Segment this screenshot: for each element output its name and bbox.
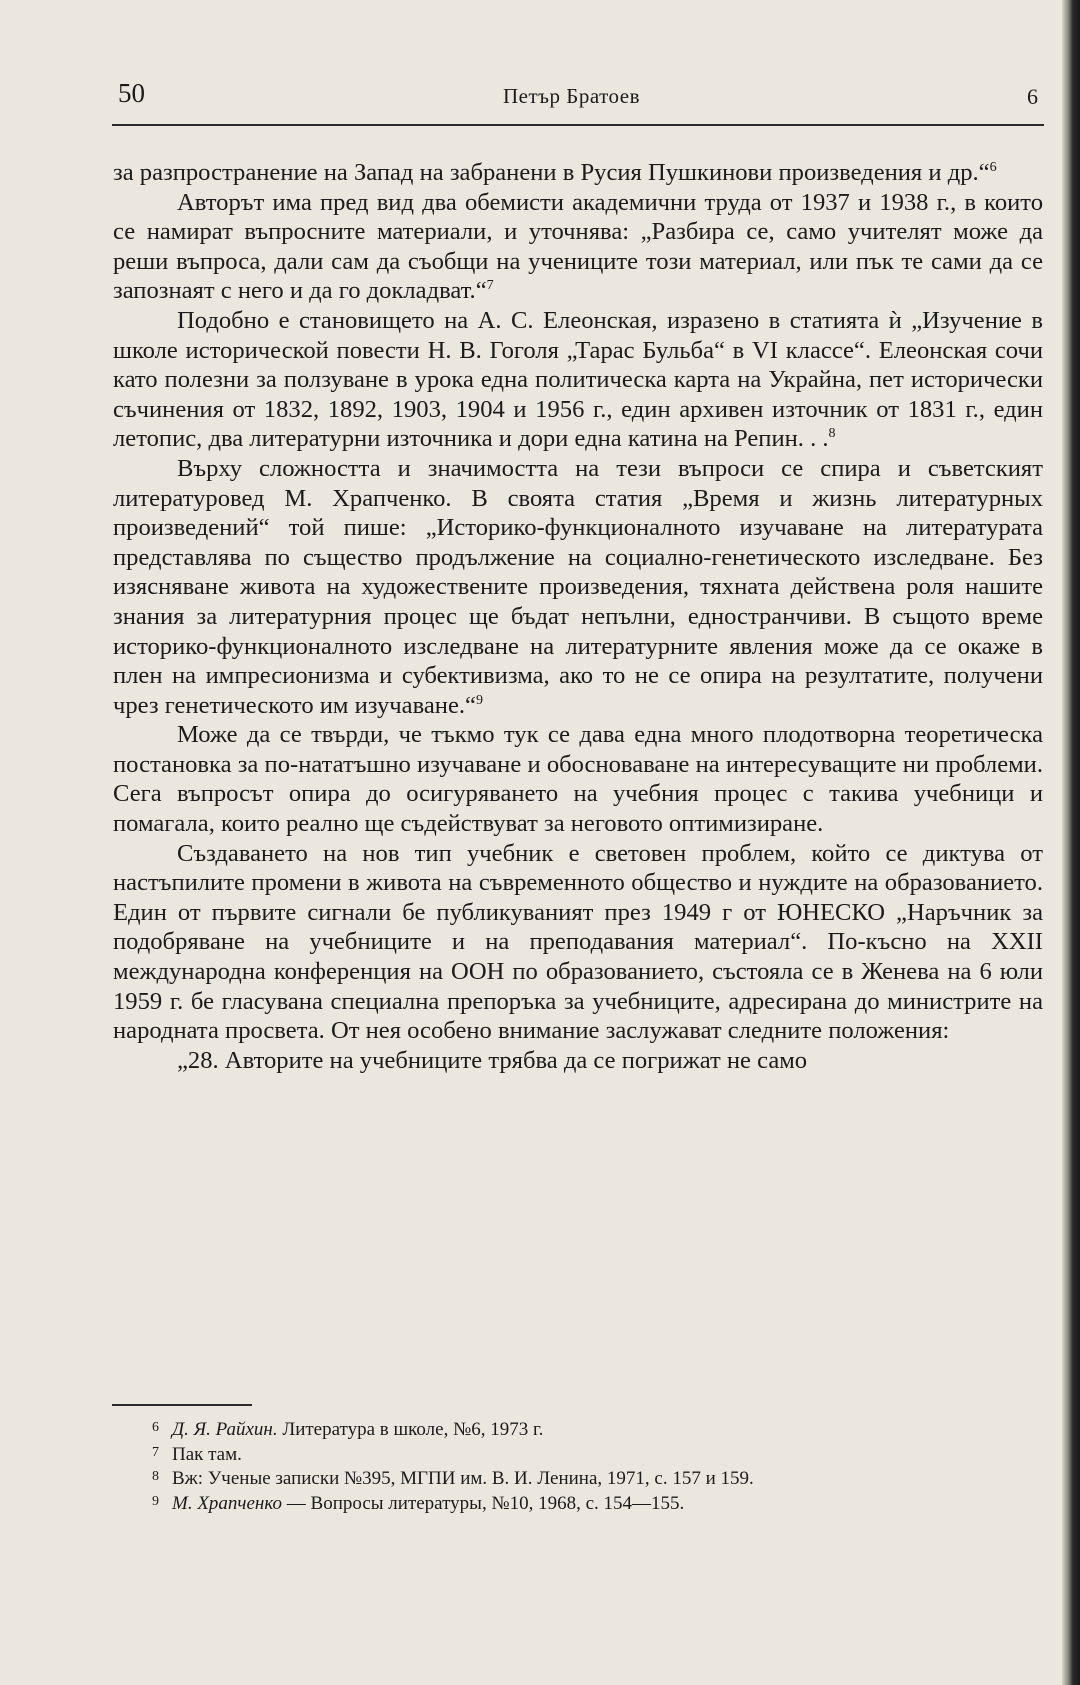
footnote-number: 8 xyxy=(152,1469,159,1484)
footnote: 7 Пак там. xyxy=(172,1443,1052,1468)
paragraph: Върху сложността и значимостта на тези въпроси се спира и съветският литературовед М. Храпченко. В своята статия „Время и жизнь литературных произведений“ той пише: „Историко-функционалното изучаване на литературата представлява по същество продължение на социално-генетическото изследване. Без изясняване живота на художествените произведения, тяхната действена роля нашите знания за литературния процес ще бъдат непълни, едностранчиви. В същото време историко-функционалното изследване на литературните явления може да се окаже в плен на импресионизма и субективизма, ако то не се опира на резултатите, получени чрез генетическото им изучаване.“$^9$ xyxy=(113,454,1043,719)
paragraph: за разпространение на Запад на забранени в Русия Пушкинови произведения и др.“$^6$ xyxy=(113,159,997,186)
footnote: 8 Вж: Ученые записки №395, МГПИ им. В. И. Ленина, 1971, с. 157 и 159. xyxy=(172,1467,1052,1492)
header-rule xyxy=(112,124,1044,126)
footnote-number: 6 xyxy=(152,1420,159,1435)
page-edge xyxy=(1062,0,1080,1685)
footnote: 9 М. Храпченко — Вопросы литературы, №10, 1968, с. 154—155. xyxy=(172,1492,1052,1517)
footnote-ref: 6 xyxy=(989,160,997,175)
footnotes xyxy=(152,1418,1052,1516)
footnote: 6 Д. Я. Райхин. Литература в школе, №6, 1973 г. xyxy=(172,1418,1052,1443)
footnote-author: М. Храпченко xyxy=(172,1492,283,1514)
paragraph: Подобно е становището на А. С. Елеонская, изразено в статията ѝ „Изучение в школе исторической повести Н. В. Гоголя „Тарас Бульба“ в VI классе“. Елеонская сочи като полезни за ползуване в урока една политическа карта на Украйна, пет исторически съчинения от 1832, 1892, 1903, 1904 и 1956 г., един архивен източник от 1831 г., един летопис, два литературни източника и дори една катина на Репин. . .$^8$ xyxy=(113,306,1043,453)
page-number: 50 xyxy=(118,78,145,108)
paragraph: Авторът има пред вид два обемисти академични труда от 1937 и 1938 г., в които се намират въпросните материали, и уточнява: „Разбира се, само учителят може да реши въпроса, дали сам да съобщи на учениците този материал, или пък те сами да се запознаят с него и да го докладват.“$^7$ xyxy=(113,188,1043,305)
paragraph: Създаването на нов тип учебник е световен проблем, който се диктува от настъпилите промени в живота на съвременното общество и нуждите на образованието. Един от първите сигнали бе публикуваният през 1949 г от ЮНЕСКО „Наръчник за подобряване на учебниците и на преподавания материал“. По-късно на XXII международна конференция на ООН по образованието, състояла се в Женева на 6 юли 1959 г. бе гласувана специална препоръка за учебниците, адресирана до министрите на народната просвета. От нея особено внимание заслужават следните положения: xyxy=(113,839,1043,1045)
footnote-ref: 9 xyxy=(475,692,483,708)
page-header xyxy=(118,78,1046,118)
running-head: Петър Братоев xyxy=(503,84,641,108)
footnote-author: Д. Я. Райхин. xyxy=(172,1419,278,1440)
footnote-ref: 7 xyxy=(486,278,494,294)
paragraph: „28. Авторите на учебниците трябва да се погрижат не само xyxy=(177,1046,808,1074)
footnote-number: 7 xyxy=(152,1444,159,1460)
paragraph: Може да се твърди, че тъкмо тук се дава една много плодотворна теоретическа постановка за по-нататъшно изучаване и обосноваване на интересуващите ни проблеми. Сега въпросът опира до осигуряването на учебния процес с такива учебници и помагала, които реално ще съдействуват за неговото оптимизиране. xyxy=(113,721,1043,838)
body-text xyxy=(113,158,1043,1075)
footnote-number: 9 xyxy=(152,1493,159,1509)
chapter-number: 6 xyxy=(1027,84,1038,109)
footnote-ref: 8 xyxy=(828,426,836,442)
footnote-rule xyxy=(112,1404,252,1406)
